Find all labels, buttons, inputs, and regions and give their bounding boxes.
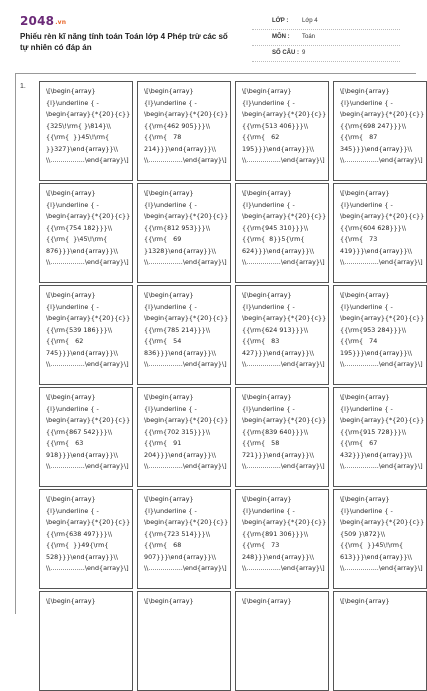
exercise-cell: \[\begin{array} {l}\underline { - \begin{array}{*{20}{c}} {{\rm{953 284}}}\\ {{\rm{ 74 195}}}\end{array}}\\ \\.................\end{array}\] xyxy=(333,285,427,385)
exercise-cell: \[\begin{array} {l}\underline { - \begin{array}{*{20}{c}} {{\rm{513 406}}}\\ {{\rm{ 62 195}}}\end{array}}\\ \\.................\end{array}\] xyxy=(235,81,329,181)
exercise-cell: \[\begin{array} {l}\underline { - \begin{array}{*{20}{c}} {{\rm{812 953}}}\\ {{\rm{ 69 }1328}\end{array}}\\ \\.................\end{array}\] xyxy=(137,183,231,283)
exercise-cell: \[\begin{array} xyxy=(235,591,329,691)
logo-suffix: .vn xyxy=(55,19,67,26)
meta-label: LỚP : xyxy=(272,18,289,24)
meta-label: MÔN : xyxy=(272,34,290,40)
exercise-cell: \[\begin{array} {l}\underline { - \begin{array}{*{20}{c}} {{\rm{867 542}}}\\ {{\rm{ 63 918}}}\end{array}}\\ \\.................\end{array}\] xyxy=(39,387,133,487)
meta-value: 9 xyxy=(302,50,306,56)
exercise-cell: \[\begin{array} {l}\underline { - \begin{array}{*{20}{c}} {509 }\872}\\ {{\rm{ }}45\!\rm{ 613}}}\end{array}}\\ \\.................\end{array}\] xyxy=(333,489,427,589)
meta-row-subject xyxy=(252,30,400,46)
exercise-cell: \[\begin{array} {l}\underline { - \begin{array}{*{20}{c}} {{\rm{785 214}}}\\ {{\rm{ 54 836}}}\end{array}}\\ \\.................\end{array}\] xyxy=(137,285,231,385)
exercise-cell: \[\begin{array} {l}\underline { - \begin{array}{*{20}{c}} {{\rm{945 310}}}\\ {{\rm{ 8}}5{\rm{ 624}}}\end{array}}\\ \\.................\end{array}\] xyxy=(235,183,329,283)
worksheet-header xyxy=(20,14,380,56)
exercise-cell: \[\begin{array} {l}\underline { - \begin{array}{*{20}{c}} {{\rm{698 247}}}\\ {{\rm{ 87 345}}}\end{array}}\\ \\.................\end{array}\] xyxy=(333,81,427,181)
meta-row-question-count xyxy=(252,46,400,62)
exercise-cell: \[\begin{array} {l}\underline { - \begin{array}{*{20}{c}} {{\rm{839 640}}}\\ {{\rm{ 58 721}}}\end{array}}\\ \\.................\end{array}\] xyxy=(235,387,329,487)
exercise-cell: \[\begin{array} {l}\underline { - \begin{array}{*{20}{c}} {{\rm{638 497}}}\\ {{\rm{ }}49{\rm{ 528}}}\end{array}}\\ \\.................\end{array}\] xyxy=(39,489,133,589)
question-number: 1. xyxy=(20,83,26,90)
exercise-cell: \[\begin{array} xyxy=(39,591,133,691)
exercise-cell: \[\begin{array} {l}\underline { - \begin{array}{*{20}{c}} {{\rm{604 628}}}\\ {{\rm{ 73 419}}}\end{array}}\\ \\.................\end{array}\] xyxy=(333,183,427,283)
exercise-cell: \[\begin{array} {l}\underline { - \begin{array}{*{20}{c}} {{\rm{462 905}}}\\ {{\rm{ 78 214}}}\end{array}}\\ \\.................\end{array}\] xyxy=(137,81,231,181)
exercise-cell: \[\begin{array} {l}\underline { - \begin{array}{*{20}{c}} {{\rm{723 514}}}\\ {{\rm{ 68 907}}}\end{array}}\\ \\.................\end{array}\] xyxy=(137,489,231,589)
exercise-cell: \[\begin{array} xyxy=(333,591,427,691)
site-logo[interactable] xyxy=(20,14,66,28)
exercise-cell: \[\begin{array} {l}\underline { - \begin{array}{*{20}{c}} {{\rm{891 306}}}\\ {{\rm{ 73 248}}}\end{array}}\\ \\.................\end{array}\] xyxy=(235,489,329,589)
exercise-cell: \[\begin{array} xyxy=(137,591,231,691)
exercise-cell: \[\begin{array} {l}\underline { - \begin{array}{*{20}{c}} {{\rm{624 913}}}\\ {{\rm{ 83 427}}}\end{array}}\\ \\.................\end{array}\] xyxy=(235,285,329,385)
meta-label: SỐ CÂU : xyxy=(272,50,299,56)
worksheet-title: Phiếu rèn kĩ năng tính toán Toán lớp 4 Phép trừ các số tự nhiên có đáp án xyxy=(20,32,228,52)
logo-text: 2048 xyxy=(20,14,55,28)
meta-row-class xyxy=(252,14,400,30)
worksheet-meta xyxy=(252,14,400,62)
exercise-cell: \[\begin{array} {l}\underline { - \begin{array}{*{20}{c}} {{\rm{754 182}}}\\ {{\rm{ }\45\!\rm{ 876}}}\end{array}}\\ \\.................\end{array}\] xyxy=(39,183,133,283)
exercise-cell: \[\begin{array} {l}\underline { - \begin{array}{*{20}{c}} {{\rm{539 186}}}\\ {{\rm{ 62 745}}}\end{array}}\\ \\.................\end{array}\] xyxy=(39,285,133,385)
exercise-cell: \[\begin{array} {l}\underline { - \begin{array}{*{20}{c}} {325\!\rm{ }\814}\\ {{\rm{ }}45\!\rm{ }}327}\end{array}}\\ \\.................\end{array}\] xyxy=(39,81,133,181)
meta-value: Toán xyxy=(302,34,316,40)
exercise-cell: \[\begin{array} {l}\underline { - \begin{array}{*{20}{c}} {{\rm{702 315}}}\\ {{\rm{ 91 204}}}\end{array}}\\ \\.................\end{array}\] xyxy=(137,387,231,487)
meta-value: Lớp 4 xyxy=(302,18,318,24)
exercise-cell: \[\begin{array} {l}\underline { - \begin{array}{*{20}{c}} {{\rm{915 728}}}\\ {{\rm{ 67 432}}}\end{array}}\\ \\.................\end{array}\] xyxy=(333,387,427,487)
